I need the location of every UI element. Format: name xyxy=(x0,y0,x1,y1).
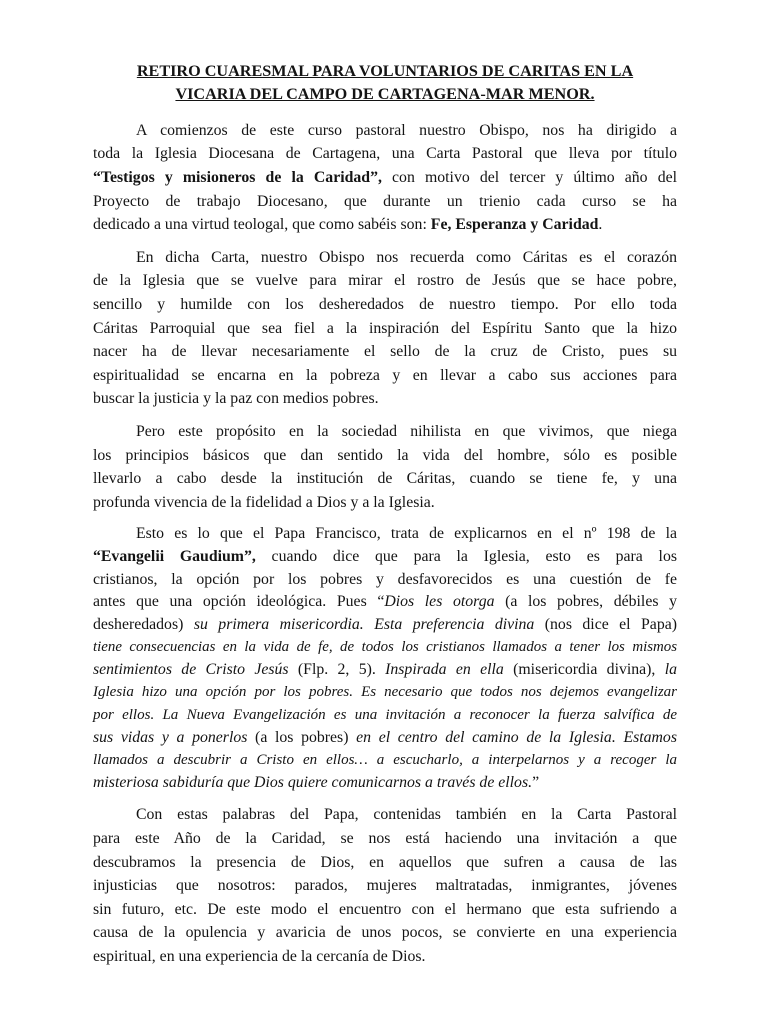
p4-text: (nos dice el Papa) xyxy=(534,615,677,633)
p2-line: de la Iglesia que se vuelve para mirar el rostro de Jesús que se hace pobre, xyxy=(93,272,677,290)
p4-line xyxy=(93,614,677,637)
quote-text: sentimientos de Cristo Jesús xyxy=(93,660,289,678)
theological-virtues: Fe, Esperanza y Caridad xyxy=(430,216,599,234)
p4-line xyxy=(93,772,677,795)
p4-line xyxy=(93,591,677,614)
p3-line: profunda vivencia de la fidelidad a Dios y a la Iglesia. xyxy=(93,493,435,511)
p4-line: Esto es lo que el Papa Francisco, trata de explicarnos en el nº 198 de la xyxy=(136,525,677,543)
p2-line: Cáritas Parroquial que sea fiel a la inspiración del Espíritu Santo que la hizo xyxy=(93,319,677,337)
p4-line xyxy=(93,659,677,682)
encyclical-title: “Evangelii Gaudium”, xyxy=(93,547,256,565)
p2-line: nacer ha de llevar necesariamente el sello de la cruz de Cristo, pues su xyxy=(93,343,677,361)
p1-line xyxy=(93,166,677,190)
quote-text: llamados a descubrir a Cristo en ellos… a escucharlo, a interpelarnos y a recoger la xyxy=(93,752,677,769)
p3-line: llevarlo a cabo desde la institución de Cáritas, cuando se tiene fe, y una xyxy=(93,470,677,488)
p5-line: causa de la opulencia y avaricia de unos pocos, se convierte en una experiencia xyxy=(93,924,677,942)
paragraph-4 xyxy=(93,523,677,794)
quote-text: sus vidas y a ponerlos xyxy=(93,728,248,746)
p5-line: Con estas palabras del Papa, contenidas también en la Carta Pastoral xyxy=(136,806,677,824)
quote-text: la xyxy=(664,660,677,678)
p2-line: buscar la justicia y la paz con medios pobres. xyxy=(93,390,379,408)
p4-text: (Flp. 2, 5). xyxy=(288,660,386,678)
p2-line: espiritualidad se encarna en la pobreza y en llevar a cabo sus acciones para xyxy=(93,366,677,384)
paragraph-5 xyxy=(93,803,677,968)
quote-text: misteriosa sabiduría que Dios quiere comunicarnos a través de ellos. xyxy=(93,773,533,791)
p4-line xyxy=(93,636,677,659)
p4-text: antes que una opción ideológica. Pues “ xyxy=(93,593,385,611)
document-page xyxy=(93,60,677,978)
p1-line xyxy=(93,213,677,237)
quote-text: por ellos. La Nueva Evangelización es una invitación a reconocer la fuerza salvífica de xyxy=(93,707,677,724)
p1-text: toda la Iglesia Diocesana de Cartagena, una Carta Pastoral que lleva por título xyxy=(93,145,677,163)
p4-line xyxy=(93,749,677,772)
paragraph-3 xyxy=(93,420,677,514)
p2-line: En dicha Carta, nuestro Obispo nos recuerda como Cáritas es el corazón xyxy=(136,248,677,266)
paragraph-1 xyxy=(93,119,677,237)
quote-text: en el centro del camino de la Iglesia. Estamos xyxy=(356,728,677,746)
quote-text: Iglesia hizo una opción por los pobres. Es necesario que todos nos dejemos evangelizar xyxy=(93,684,677,701)
p4-text: desheredados) xyxy=(93,615,194,633)
p1-text: con motivo del tercer y último año del xyxy=(381,169,677,186)
title-line-1: RETIRO CUARESMAL PARA VOLUNTARIOS DE CARITAS EN LA xyxy=(136,62,634,80)
p4-text: (misericordia divina), xyxy=(503,660,665,678)
p4-text: ” xyxy=(532,773,540,791)
p4-text: (a los pobres) xyxy=(247,728,357,746)
p1-text: . xyxy=(598,216,603,234)
p4-line xyxy=(93,546,677,569)
quote-text: Dios les otorga xyxy=(384,593,495,611)
pastoral-letter-title: “Testigos y misioneros de la Caridad”, xyxy=(93,169,382,186)
p4-line xyxy=(93,681,677,704)
p1-text: dedicado a una virtud teologal, que como sabéis son: xyxy=(93,216,431,234)
p4-line xyxy=(93,727,677,750)
p5-line: para este Año de la Caridad, se nos está haciendo una invitación a que xyxy=(93,830,677,848)
p4-line: cristianos, la opción por los pobres y desfavorecidos es una cuestión de fe xyxy=(93,570,677,588)
p4-line xyxy=(93,704,677,727)
p3-line: los principios básicos que dan sentido la vida del hombre, sólo es posible xyxy=(93,446,677,464)
quote-text: Inspirada en ella xyxy=(385,660,504,678)
p2-line: sencillo y humilde con los desheredados de nuestro tiempo. Por ello toda xyxy=(93,295,677,313)
p4-text: (a los pobres, débiles y xyxy=(494,593,677,611)
p5-line: injusticias que nosotros: parados, mujeres maltratadas, inmigrantes, jóvenes xyxy=(93,877,677,895)
p3-line: Pero este propósito en la sociedad nihilista en que vivimos, que niega xyxy=(136,422,677,440)
document-title xyxy=(93,60,677,107)
p5-line: descubramos la presencia de Dios, en aquellos que sufren a causa de las xyxy=(93,853,677,871)
quote-text: su primera misericordia. Esta preferencia divina xyxy=(193,615,535,633)
p1-line: A comienzos de este curso pastoral nuestro Obispo, nos ha dirigido a xyxy=(136,121,677,139)
quote-text: tiene consecuencias en la vida de fe, de todos los cristianos llamados a tener los mismos xyxy=(93,639,677,656)
p1-line: Proyecto de trabajo Diocesano, que durante un trienio cada curso se ha xyxy=(93,192,677,210)
title-line-2: VICARIA DEL CAMPO DE CARTAGENA-MAR MENOR. xyxy=(175,85,595,104)
paragraph-2 xyxy=(93,246,677,411)
p5-line: sin futuro, etc. De este modo el encuentro con el hermano que esta sufriendo a xyxy=(93,900,677,918)
p5-line: espiritual, en una experiencia de la cercanía de Dios. xyxy=(93,948,426,965)
p1-line xyxy=(93,142,677,166)
p4-text: cuando dice que para la Iglesia, esto es para los xyxy=(255,547,677,565)
